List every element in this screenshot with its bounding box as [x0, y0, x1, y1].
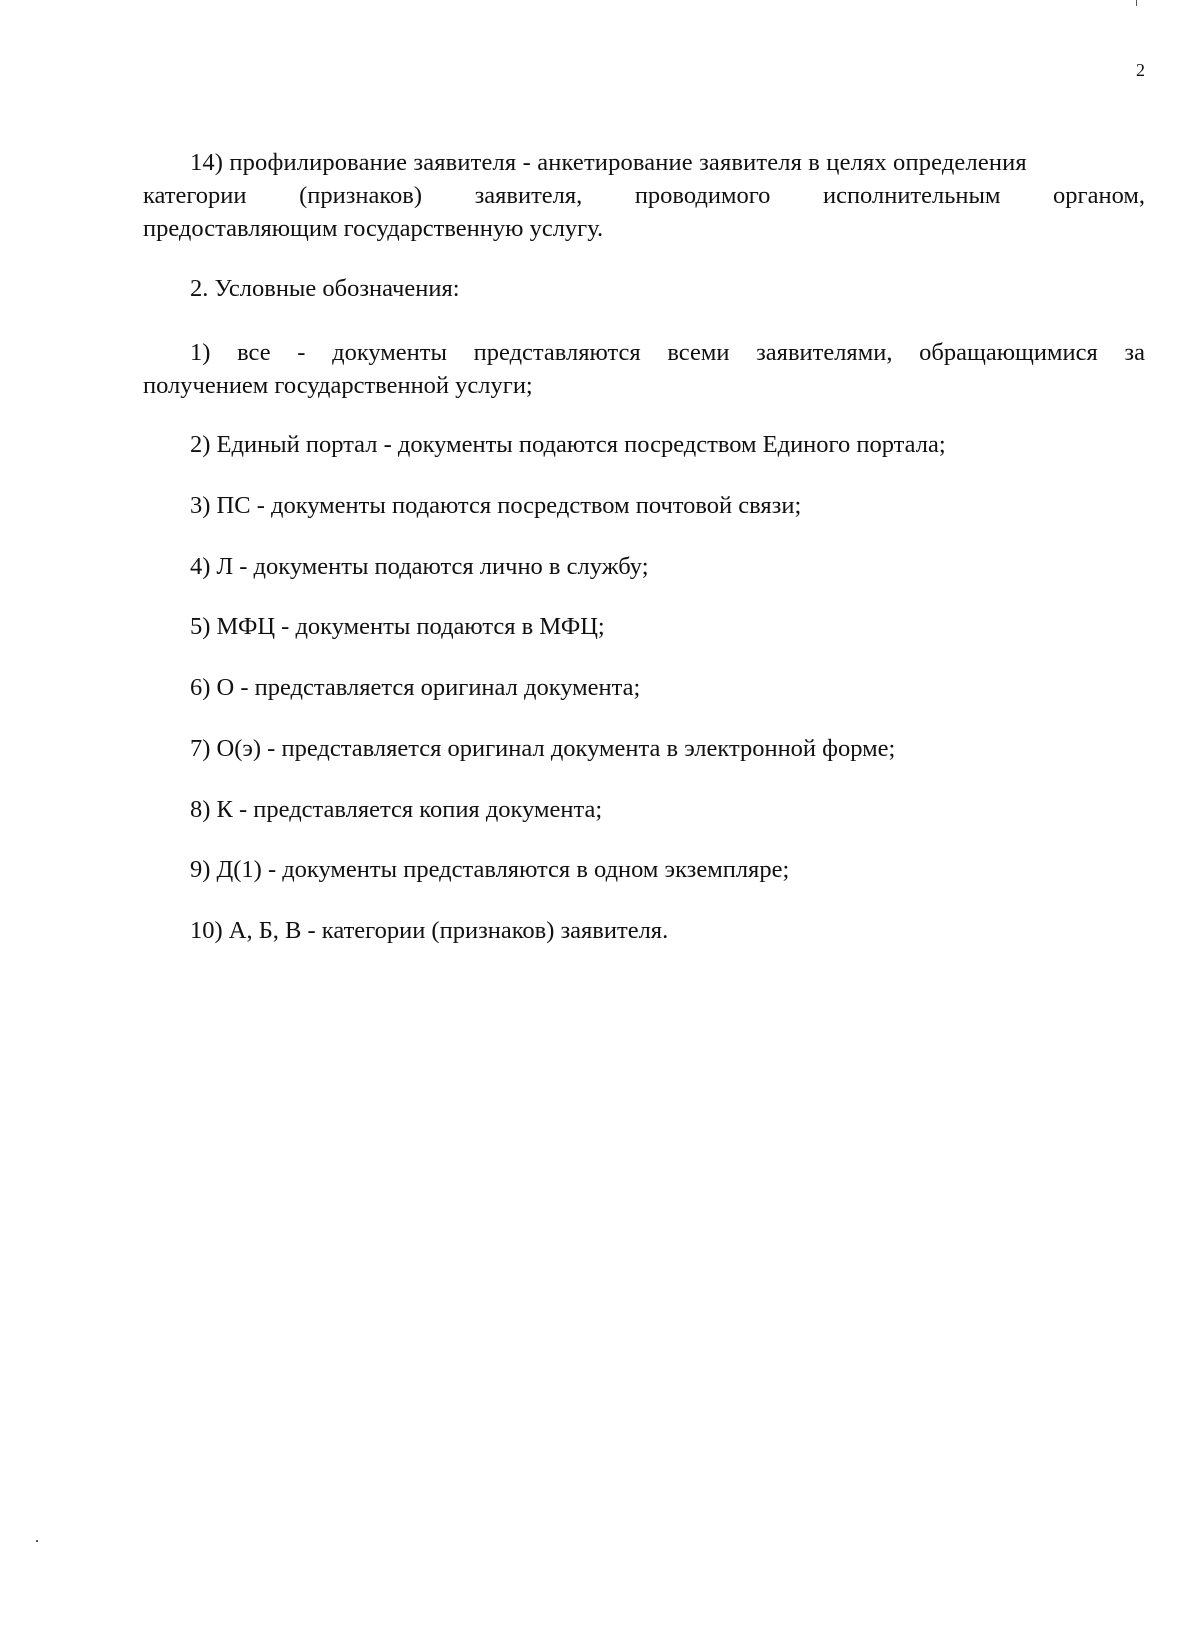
definition-14-line-1: 14) профилирование заявителя - анкетирование заявителя в целях определения: [190, 149, 1027, 176]
scan-speck: [36, 1540, 38, 1542]
definition-14-paragraph: [143, 146, 1145, 245]
legend-item-4: 4) Л - документы подаются лично в службу;: [190, 553, 649, 580]
legend-item-1-line-1: 1) все - документы представляются всеми заявителями, обращающимися за: [190, 339, 1145, 366]
section-heading: 2. Условные обозначения:: [190, 275, 460, 302]
legend-item-9: 9) Д(1) - документы представляются в одном экземпляре;: [190, 856, 790, 883]
legend-item-1: [143, 336, 1145, 402]
legend-item-5: 5) МФЦ - документы подаются в МФЦ;: [190, 613, 605, 640]
legend-item-7: 7) О(э) - представляется оригинал документа в электронной форме;: [190, 735, 896, 762]
scan-speck: [1136, 0, 1137, 6]
definition-14-line-2: категории (признаков) заявителя, проводимого исполнительным органом,: [143, 182, 1145, 209]
legend-item-6: 6) О - представляется оригинал документа;: [190, 674, 641, 701]
legend-item-2: 2) Единый портал - документы подаются посредством Единого портала;: [190, 431, 946, 458]
page-number: 2: [1136, 60, 1145, 80]
legend-item-8: 8) К - представляется копия документа;: [190, 796, 603, 823]
legend-item-3: 3) ПС - документы подаются посредством почтовой связи;: [190, 492, 802, 519]
legend-item-1-line-1-wrap: [143, 336, 1145, 369]
definition-14-line-3: предоставляющим государственную услугу.: [143, 215, 604, 242]
legend-item-1-line-2: получением государственной услуги;: [143, 372, 533, 399]
legend-item-10: 10) А, Б, В - категории (признаков) заявителя.: [190, 917, 669, 944]
